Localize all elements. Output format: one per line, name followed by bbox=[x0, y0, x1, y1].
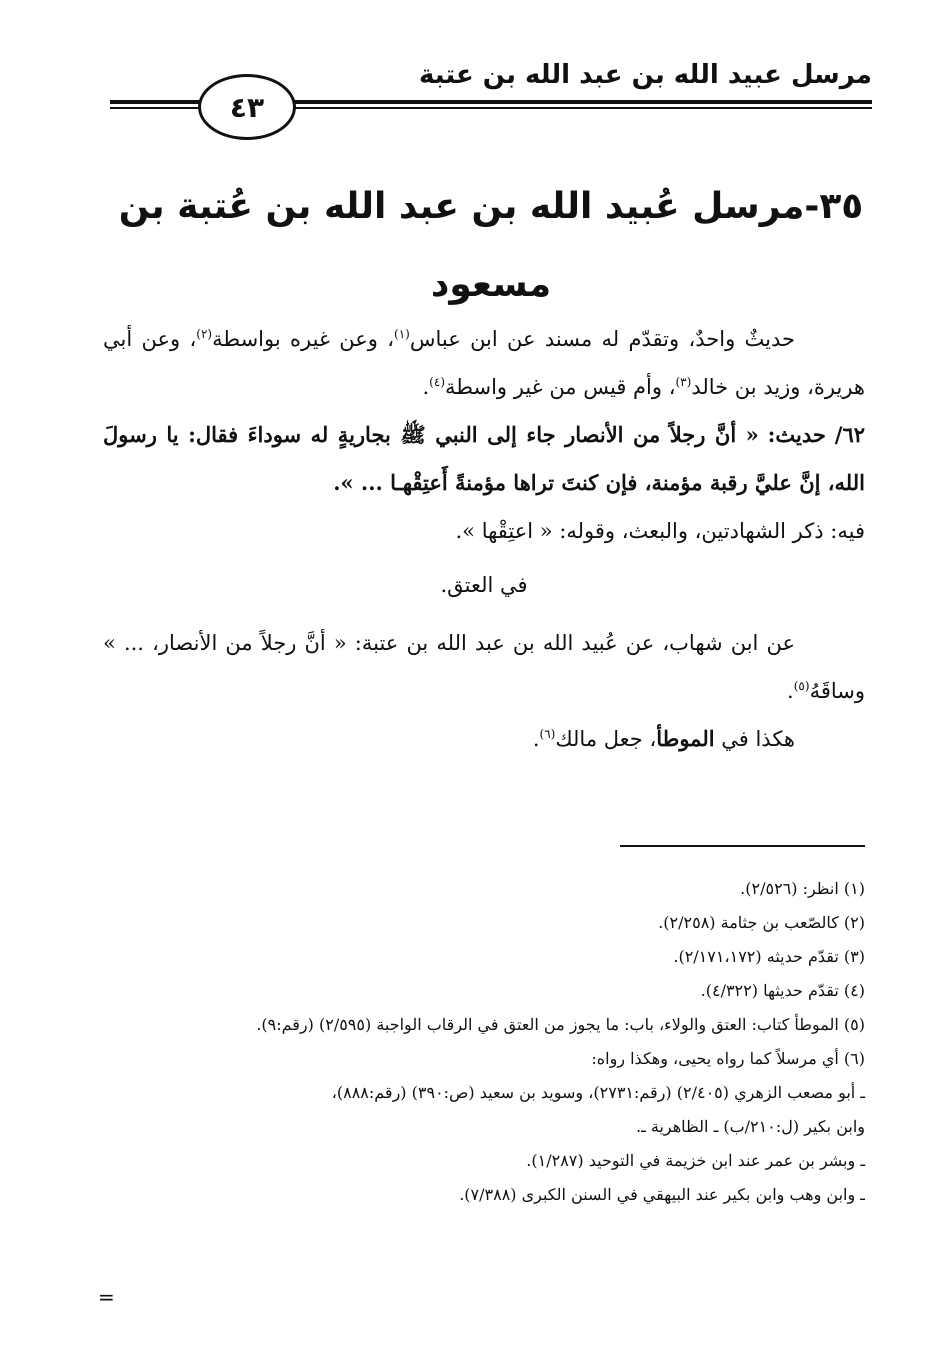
body-text bbox=[103, 315, 865, 763]
footnote-5: (٥) الموطأ كتاب: العتق والولاء، باب: ما يجوز من العتق في الرقاب الواجبة (٢/٥٩٥) (رقم:٩). bbox=[256, 1015, 865, 1034]
fi-al-itq-line: في العتق. bbox=[440, 573, 528, 597]
hadith-text: « أنَّ رجلاً من الأنصار جاء إلى النبي ﷺ بجاريةٍ له سوداءَ فقال: يا رسولَ الله، إنَّ عليَّ رقبة مؤمنة، فإن كنتَ تراها مؤمنةً أَعتِقْهـا ... ». bbox=[103, 422, 865, 495]
hakadha-text: ، جعل مالك bbox=[555, 727, 657, 751]
footnote-6-line-3: ـ وبشر بن عمر عند ابن خزيمة في التوحيد (١/٢٨٧). bbox=[526, 1151, 865, 1170]
isnad-paragraph bbox=[103, 619, 865, 715]
footnote-3: (٣) تقدّم حديثه (٢/١٧١،١٧٢). bbox=[673, 947, 865, 966]
intro-paragraph bbox=[103, 315, 865, 411]
fiihi-paragraph: فيه: ذكر الشهادتين، والبعث، وقوله: « اعتِقْها ». bbox=[455, 519, 865, 543]
footnote-6-line-4: ـ وابن وهب وابن بكير عند البيهقي في السنن الكبرى (٧/٣٨٨). bbox=[459, 1185, 865, 1204]
hadith-paragraph bbox=[103, 411, 865, 507]
continuation-mark: = bbox=[98, 1285, 115, 1309]
footnote-6-line-2: وابن بكير (ل:٢١٠/ب) ـ الظاهرية ـ. bbox=[636, 1117, 865, 1136]
intro-text: ، وعن أبي هريرة، وزيد بن خالد bbox=[103, 327, 865, 399]
chapter-number: ٣٥- bbox=[804, 186, 864, 227]
intro-text: . bbox=[422, 375, 430, 399]
footnotes bbox=[103, 872, 865, 1212]
footnote-4: (٤) تقدّم حديثها (٤/٣٢٢). bbox=[700, 981, 865, 1000]
hakadha-paragraph bbox=[103, 715, 865, 763]
muwatta-title: الموطأ bbox=[656, 726, 715, 751]
footnote-ref: (١) bbox=[394, 327, 410, 341]
intro-text: ، وعن غيره بواسطة bbox=[212, 327, 395, 351]
footnote-6-line-1: ـ أبو مصعب الزهري (٢/٤٠٥) (رقم:٢٧٣١)، وسويد بن سعيد (ص:٣٩٠) (رقم:٨٨٨)، bbox=[331, 1083, 865, 1102]
page-number: ٤٣ bbox=[229, 90, 265, 124]
hakadha-text: هكذا في bbox=[721, 727, 795, 751]
footnote-ref: (٥) bbox=[793, 679, 810, 693]
footnote-separator bbox=[620, 845, 865, 847]
chapter-title-text: مرسل عُبيد الله بن عبد الله بن عُتبة بن bbox=[118, 186, 805, 227]
footnote-1: (١) انظر: (٢/٥٢٦). bbox=[740, 879, 865, 898]
hadith-label: حديث: bbox=[767, 422, 826, 447]
footnote-ref: (٤) bbox=[429, 375, 445, 389]
chapter-heading bbox=[110, 168, 872, 324]
chapter-title-line-1 bbox=[110, 168, 872, 246]
intro-text: حديثٌ واحدٌ، وتقدّم له مسند عن ابن عباس bbox=[409, 327, 796, 351]
footnote-ref: (٢) bbox=[196, 327, 213, 341]
footnote-2: (٢) كالصّعب بن جثامة (٢/٢٥٨). bbox=[658, 913, 865, 932]
chapter-title-line-2: مسعود bbox=[430, 264, 552, 305]
isnad-text: عن ابن شهاب، عن عُبيد الله بن عبد الله بن عتبة: « أنَّ رجلاً من الأنصار، ... » وساقَهُ bbox=[103, 631, 865, 703]
footnote-ref: (٣) bbox=[675, 375, 692, 389]
page-number-oval bbox=[198, 74, 296, 140]
hadith-number: ٦٢/ bbox=[834, 422, 865, 447]
footnote-6: (٦) أي مرسلاً كما رواه يحيى، وهكذا رواه: bbox=[591, 1049, 865, 1068]
isnad-end: . bbox=[787, 679, 794, 703]
hakadha-text: . bbox=[532, 727, 540, 751]
footnote-ref: (٦) bbox=[539, 727, 556, 741]
intro-text: ، وأم قيس من غير واسطة bbox=[445, 375, 676, 399]
running-title: مرسل عبيد الله بن عبد الله بن عتبة bbox=[419, 60, 872, 90]
